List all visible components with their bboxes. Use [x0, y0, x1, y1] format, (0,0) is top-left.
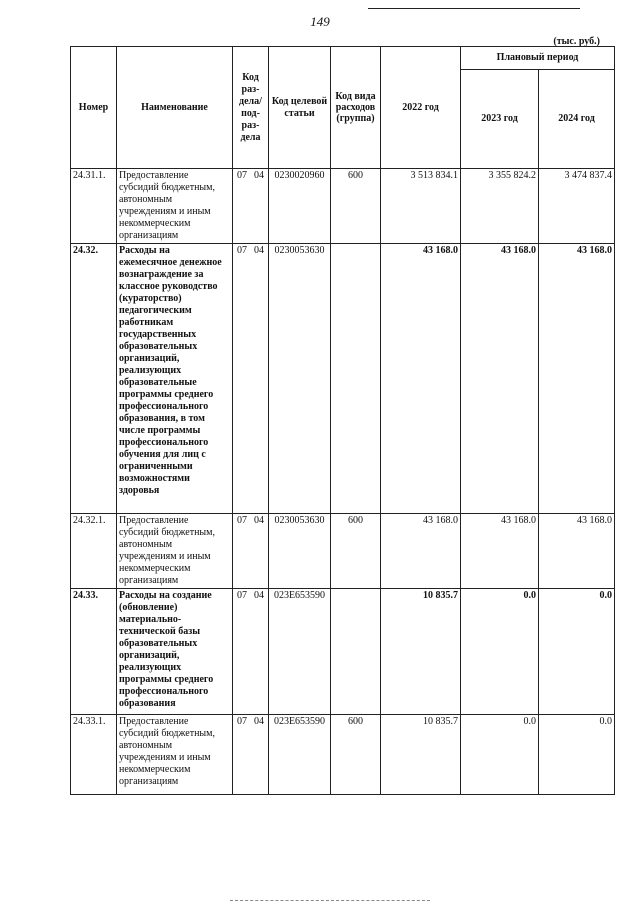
row-target-code: 0230020960 — [269, 169, 331, 244]
row-expense-type: 600 — [331, 514, 381, 589]
subsection-code: 04 — [254, 245, 264, 256]
row-section-code — [233, 244, 269, 514]
section-code: 07 — [237, 515, 247, 526]
row-amount-2022: 3 513 834.1 — [381, 169, 461, 244]
row-amount-2023: 0.0 — [461, 715, 539, 795]
subsection-code: 04 — [254, 716, 264, 727]
row-name: Предоставление субсидий бюджетным, автономным учреждениям и иным некоммерческим организациям — [117, 169, 233, 244]
header-planning-period: Плановый период — [461, 47, 615, 70]
row-section-code — [233, 169, 269, 244]
header-row-top — [71, 47, 615, 70]
header-name: Наименование — [117, 47, 233, 169]
section-code: 07 — [237, 170, 247, 181]
row-target-code: 0230053630 — [269, 514, 331, 589]
row-amount-2022: 10 835.7 — [381, 589, 461, 715]
row-amount-2024: 0.0 — [539, 715, 615, 795]
section-code: 07 — [237, 590, 247, 601]
units-label: (тыс. руб.) — [553, 36, 600, 47]
row-section-code — [233, 589, 269, 715]
row-number: 24.33.1. — [71, 715, 117, 795]
row-name: Расходы на создание (обновление) материально-технической базы образовательных организаций, реализующих программы среднего профессионального образования — [117, 589, 233, 715]
row-name: Предоставление субсидий бюджетным, автономным учреждениям и иным некоммерческим организациям — [117, 715, 233, 795]
row-number: 24.31.1. — [71, 169, 117, 244]
row-amount-2024: 3 474 837.4 — [539, 169, 615, 244]
table-row — [71, 589, 615, 715]
footer-mark — [230, 900, 430, 903]
section-code-wrap — [235, 170, 266, 182]
row-name: Расходы на ежемесячное денежное вознаграждение за классное руководство (кураторство) педагогическим работникам государственных образовательных организаций, реализующих образовательные программы среднего профессионального образования, в том числе программы профессионального обучения для лиц с ограниченными возможностями здоровья — [117, 244, 233, 514]
subsection-code: 04 — [254, 170, 264, 181]
section-code-wrap — [235, 716, 266, 728]
table-row — [71, 244, 615, 514]
header-year-2022: 2022 год — [381, 47, 461, 169]
row-amount-2022: 43 168.0 — [381, 244, 461, 514]
row-amount-2023: 3 355 824.2 — [461, 169, 539, 244]
table-body — [71, 169, 615, 795]
section-code: 07 — [237, 716, 247, 727]
row-target-code: 023Е653590 — [269, 715, 331, 795]
table-row — [71, 715, 615, 795]
row-expense-type: 600 — [331, 169, 381, 244]
row-amount-2022: 43 168.0 — [381, 514, 461, 589]
row-number: 24.32. — [71, 244, 117, 514]
header-section: Код раз-дела/ под-раз-дела — [233, 47, 269, 169]
section-code-wrap — [235, 590, 266, 602]
row-amount-2024: 0.0 — [539, 589, 615, 715]
budget-table — [70, 46, 615, 795]
row-expense-type: 600 — [331, 715, 381, 795]
row-amount-2022: 10 835.7 — [381, 715, 461, 795]
row-number: 24.32.1. — [71, 514, 117, 589]
row-expense-type — [331, 589, 381, 715]
row-section-code — [233, 715, 269, 795]
table-row — [71, 169, 615, 244]
header-number: Номер — [71, 47, 117, 169]
subsection-code: 04 — [254, 515, 264, 526]
header-year-2023: 2023 год — [461, 70, 539, 169]
row-amount-2023: 43 168.0 — [461, 244, 539, 514]
top-rule — [368, 8, 580, 9]
row-expense-type — [331, 244, 381, 514]
row-number: 24.33. — [71, 589, 117, 715]
row-amount-2024: 43 168.0 — [539, 244, 615, 514]
page-number: 149 — [310, 14, 330, 29]
header-expense-type: Код вида расходов (группа) — [331, 47, 381, 169]
section-code-wrap — [235, 245, 266, 257]
section-code-wrap — [235, 515, 266, 527]
table-row — [71, 514, 615, 589]
row-section-code — [233, 514, 269, 589]
row-amount-2024: 43 168.0 — [539, 514, 615, 589]
row-name: Предоставление субсидий бюджетным, автономным учреждениям и иным некоммерческим организациям — [117, 514, 233, 589]
row-target-code: 0230053630 — [269, 244, 331, 514]
row-target-code: 023Е653590 — [269, 589, 331, 715]
header-target: Код целевой статьи — [269, 47, 331, 169]
row-amount-2023: 43 168.0 — [461, 514, 539, 589]
header-year-2024: 2024 год — [539, 70, 615, 169]
row-amount-2023: 0.0 — [461, 589, 539, 715]
subsection-code: 04 — [254, 590, 264, 601]
section-code: 07 — [237, 245, 247, 256]
